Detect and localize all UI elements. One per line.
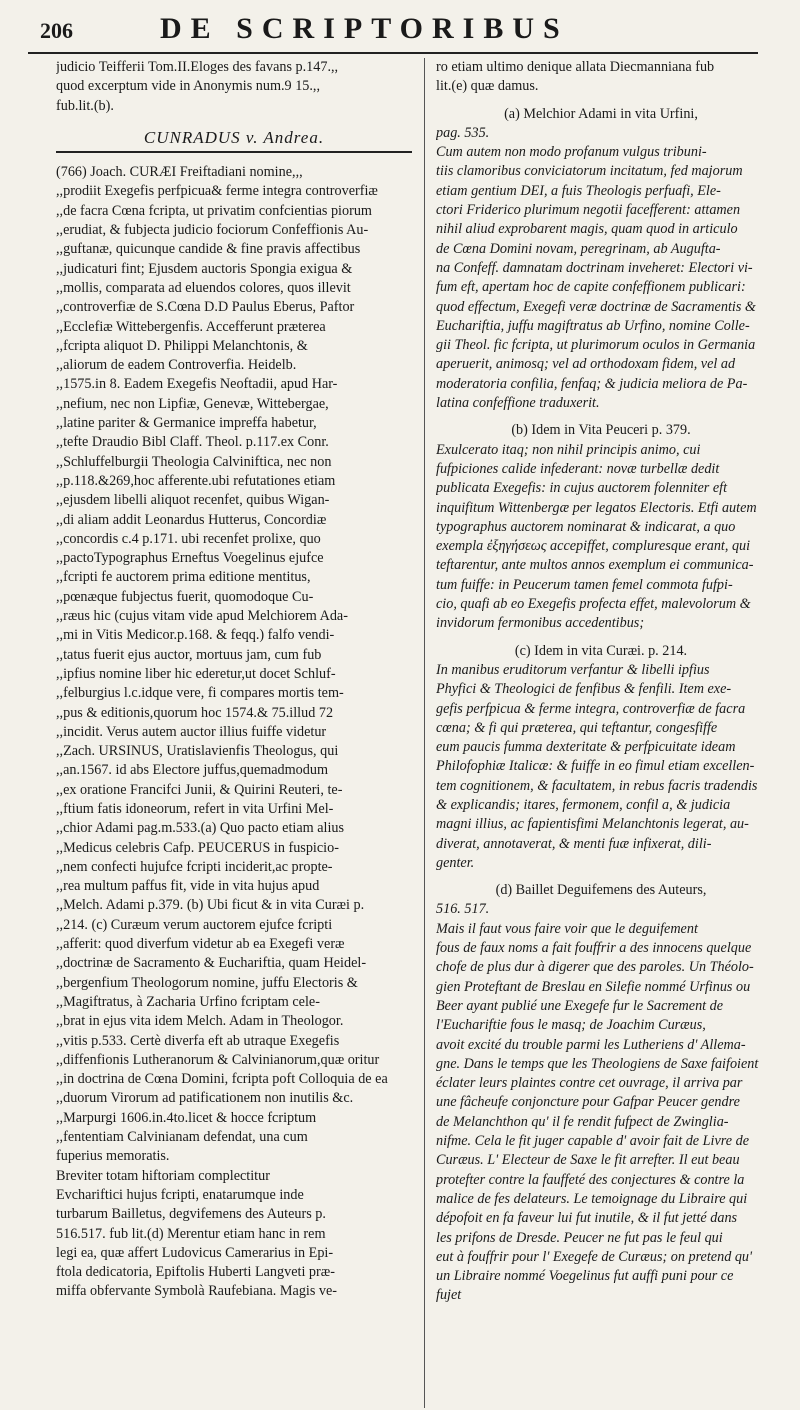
text-line: diverat, annotaverat, & menti fuæ infixerat, dili- [436,835,712,852]
text-line: gii Theol. fic fcripta, ut plurimorum oculos in Germania [436,337,756,354]
text-line: un Libraire nommé Voegelinus fut auffi puni pour ce [436,1268,734,1285]
text-line: Curæus. L' Electeur de Saxe le fit arrefter. Il eut beau [436,1152,740,1169]
text-line: legi ea, quæ affert Ludovicus Camerarius in Epi- [56,1244,334,1261]
text-line: ,,controverfiæ de S.Cœna D.D Paulus Eberus, Paftor [56,299,355,316]
text-line: judicio Teifferii Tom.II.Eloges des favans p.147.,, [56,59,339,75]
text-line: na Confeff. damnatam doctrinam inveheret: Electori vi- [436,259,753,276]
text-line: ,,chior Adami pag.m.533.(a) Quo pacto etiam alius [56,820,345,837]
text-line: ,,fententiam Calvinianam defendat, una cum [56,1129,308,1146]
text-line: & explicandis; itares, fermonem, confil a, & judicia [436,796,731,813]
text-line: ,,bergenfium Theologorum nomine, juffu Electoris & [56,974,358,991]
header-rule [28,52,758,54]
footnote-label: (b) Idem in Vita Peuceri p. 379. [511,422,691,439]
text-line: ,,nem confecti hujufce fcripti inciderit,ac propte- [56,858,333,875]
text-line: quod effectum, Exegefi veræ doctrinæ de Sacramentis & [436,298,756,315]
text-line: ,,ipfius nomine liber hic ederetur,ut docet Schluf- [56,665,336,682]
text-line: cœna; & fi qui præterea, qui teftantur, congesfiffe [436,719,718,736]
text-line: ,,prodiit Exegefis perfpicua& ferme integra controverfiæ [56,183,378,200]
text-line: ,,guftanæ, quicunque candide & fine pravis affectibus [56,241,361,258]
page-number: 206 [40,18,73,43]
text-line: chofe de plus dur à digerer que des paroles. Un Théolo- [436,959,754,976]
text-line: fous de faux noms a fait fouffrir a des innocens quelque [436,940,752,957]
text-line: ,,Marpurgi 1606.in.4to.licet & hocce fcriptum [56,1109,317,1126]
text-line: Evchariftici hujus fcripti, enatarumque inde [56,1186,304,1203]
text-line: ,,fcripta aliquot D. Philippi Melanchtonis, & [56,337,308,354]
footnote [436,105,766,414]
text-line: nifme. Cela le fit juger capable d' avoir fait de Livre de [436,1133,749,1150]
text-line: ,,latine pariter & Germanice impreffa habetur, [56,415,317,432]
text-line: typographus auctorem nominarat & indicarat, a quo [436,518,736,535]
text-line: nihil aliud exprobarent magis, quam quod in articulo [436,221,738,238]
text-line: gien Proteftant de Breslau en Silefie nommé Urfinus ou [436,978,751,995]
text-line: dépofoit en fa faveur lui fut inutile, & il fut jetté dans [436,1210,738,1227]
text-line: quod excerptum vide in Anonymis num.9 15.,, [56,78,321,95]
text-line: ,,doctrinæ de Sacramento & Euchariftia, quam Heidel- [56,955,367,972]
text-line: Exulcerato itaq; non nihil principis animo, cui [436,441,701,458]
text-line: aperuerit, animosq; vel ad orthodoxam fidem, vel ad [436,356,736,373]
text-line: latina confeffione traduxerit. [436,395,600,412]
text-line: ,,Melch. Adami p.379. (b) Ubi ficut & in vita Curæi p. [56,897,365,914]
text-line: ,,mollis, comparata ad eluendos colores, quos illevit [56,279,351,296]
text-line: lit.(e) quæ damus. [436,78,539,95]
left-intro [56,58,412,116]
text-line: ,,an.1567. id abs Electore juffus,quemadmodum [56,762,329,779]
text-line: eut à fouffrir pour l' Exegefe de Curæus; on pretend qu' [436,1248,753,1265]
footnotes [436,105,766,1306]
right-column [436,58,766,1306]
footnote-label: (a) Melchior Adami in vita Urfini, [504,105,698,122]
text-line: éclater leurs plaintes contre cet ouvrage, il arriva par [436,1075,743,1092]
text-line: protefter contre la fauffeté des conjectures & contre la [436,1171,745,1188]
text-line: ,,nefium, nec non Lipfiæ, Genevæ, Wittebergae, [56,395,329,412]
text-line: avoit excité du trouble parmi les Lutheriens d' Allema- [436,1036,746,1053]
text-line: In manibus eruditorum verfantur & libelli ipfius [436,661,710,678]
text-line: ,,de facra Cœna fcripta, ut privatim confcientias piorum [56,202,372,219]
text-line: genter. [436,854,475,871]
text-line: exempla ἐξηγήσεως accepiffet, compluresque erant, qui [436,538,751,555]
text-line: ,,rea multum paffus fit, vide in vita hujus apud [56,878,320,895]
text-line: ,,Ecclefiæ Wittebergenfis. Accefferunt præterea [56,318,326,335]
text-line: ,,diffenfionis Lutheranorum & Calvinianorum,quæ oritur [56,1051,380,1068]
text-line: ,,Zach. URSINUS, Uratislavienfis Theologus, qui [56,743,339,760]
text-line: fufpiciones calide infederant: novæ turbellæ dedit [436,460,720,477]
column-divider [424,58,425,1408]
footnote-label: (c) Idem in vita Curæi. p. 214. [514,642,688,659]
text-line: ,,Magiftratus, à Zacharia Urfino fcriptam cele- [56,993,320,1010]
text-line: ,,pactoTypographus Erneftus Voegelinus ejufce [56,550,324,567]
text-line: ,,Schluffelburgii Theologia Calviniftica, nec non [56,453,332,470]
text-line: tum fuiffe: in Peucerum tamen femel commota fufpi- [436,576,733,593]
left-column [56,58,412,1302]
text-line: ctori Friderico plurimum negotii facefferent: attamen [436,202,741,219]
text-line: ,,pus & editionis,quorum hoc 1574.& 75.illud 72 [56,704,334,721]
text-line: ,,ræus hic (cujus vitam vide apud Melchiorem Ada- [56,608,348,625]
text-line: turbarum Bailletus, degvifemens des Auteurs p. [56,1206,326,1223]
text-line: ,,ftium fatis idoneorum, refert in vita Urfini Mel- [56,800,334,817]
text-line: magni illius, ac fapientisfimi Melanchtonis legerat, au- [436,816,749,833]
running-title: DE SCRIPTORIBUS [160,12,569,45]
text-line: ,,pœnæque fubjectus fuerit, quomodoque Cu- [56,588,314,605]
text-line: une fâcheufe conjoncture pour Gafpar Peucer gendre [436,1094,740,1111]
text-line: Philofophiæ Italicæ: & fuiffe in eo fimul etiam excellen- [436,758,755,775]
text-line: ,,incidit. Verus autem auctor illius fuiffe videtur [56,723,327,740]
left-body [56,163,412,1302]
text-line: 516.517. fub lit.(d) Merentur etiam hanc in rem [56,1225,326,1242]
footnote [436,421,766,633]
text-line: ,,p.118.&269,hoc afferente.ubi refutationes etiam [56,472,336,489]
text-line: les prifons de Dresde. Peucer ne fut pas le feul qui [436,1229,723,1246]
footnote [436,881,766,1306]
footnote-label: (d) Baillet Deguifemens des Auteurs, [495,882,707,899]
text-line: ,,duorum Virorum ad patificationem non inutilis &c. [56,1090,354,1107]
text-line: ,,erudiat, & fubjecta judicio fociorum Confeffionis Au- [56,222,369,239]
text-line: ,,brat in ejus vita idem Melch. Adam in Theologor. [56,1013,344,1030]
text-line: eum paucis fumma dexteritate & perfpicuitate ideam [436,739,736,756]
text-line: ,,felburgius l.c.idque vere, fi compares mortis tem- [56,685,344,702]
text-line: ,,afferit: quod diverfum videtur ab ea Exegefi veræ [56,936,345,953]
text-line: gefis perfpicua & ferme integra, controverfiæ de facra [436,700,746,717]
text-line: fuperius memoratis. [56,1148,170,1165]
text-line: ,,in doctrina de Cœna Domini, fcripta poft Colloquia de ea [56,1071,388,1088]
text-line: fum eft, apertam hoc de capite confeffionem publicari: [436,279,746,296]
text-line: teftarentur, ante multos annos exemplum ei communica- [436,557,754,574]
text-line: invidorum fermonibus accedentibus; [436,615,645,632]
text-line: ,,fcripti fe auctorem prima editione mentitus, [56,569,311,586]
page-header [40,8,755,48]
text-line: ,,1575.in 8. Eadem Exegefis Neoftadii, apud Har- [56,376,338,393]
text-line: etiam gentium DEI, a fuis Theologis perfuafi, Ele- [436,182,721,199]
text-line: l'Euchariftie fous le masq; de Joachim Curæus, [436,1017,706,1034]
text-line: fub.lit.(b). [56,97,114,114]
text-line: Phyfici & Theologici de fenfibus & fenfili. Item exe- [436,681,732,698]
text-line: gne. Dans le temps que les Theologiens de Saxe faifoient [436,1055,759,1072]
text-line: Euchariftia, juffu magiftratus ab Urfino, nomine Colle- [436,317,750,334]
text-line: ro etiam ultimo denique allata Diecmanniana fub [436,59,715,75]
text-line: ,,tatus fuerit ejus auctor, mortuus jam, cum fub [56,646,322,663]
text-line: ,,ejusdem libelli aliquot recenfet, quibus Wigan- [56,492,330,509]
text-line: Cum autem non modo profanum vulgus tribuni- [436,144,707,161]
text-line: cio, quafi ab eo Exegefis profecta effet, malevolorum & [436,596,751,613]
text-line: Breviter totam hiftoriam complectitur [56,1167,270,1184]
text-line: ,,mi in Vitis Medicor.p.168. & feqq.) falfo vendi- [56,627,335,644]
text-line: malice de fes delateurs. Le temoignage du Libraire qui [436,1190,748,1207]
text-line: inquifitum Wittenbergæ per legatos Electoris. Etfi autem [436,499,757,516]
text-line: fujet [436,1287,462,1304]
text-line: Beer ayant publié une Exegefe fur le Sacrement de [436,997,724,1014]
text-line: (766) Joach. CURÆI Freiftadiani nomine,,, [56,164,303,181]
section-heading: CUNRADUS v. Andrea. [143,127,325,147]
text-line: tiis clamoribus conviciatorum incitatum, fed majorum [436,163,743,180]
text-line: Mais il faut vous faire voir que le deguifement [436,920,698,937]
text-line: tem cognitionem, & facultatem, in rebus facris tradendis [436,777,758,794]
footnote [436,642,766,874]
right-intro [436,58,766,97]
text-line: ,,Medicus celebris Cafp. PEUCERUS in fuspicio- [56,839,339,856]
text-line: ,,di aliam addit Leonardus Hutterus, Concordiæ [56,511,327,528]
text-line: ,,tefte Draudio Bibl Claff. Theol. p.117.ex Conr. [56,434,329,451]
text-line: ,,concordis c.4 p.171. ubi recenfet prolixe, quo [56,530,321,547]
text-line: de Melanchthon qu' il fe rendit fufpect de Zwinglia- [436,1113,729,1130]
heading-rule [56,151,412,153]
text-line: miffa obfervante Symbolà Raufebiana. Magis ve- [56,1283,338,1300]
text-line: ,,judicaturi fint; Ejusdem auctoris Spongia exigua & [56,260,353,277]
text-line: ,,214. (c) Curæum verum auctorem ejufce fcripti [56,916,333,933]
text-line: de Cœna Domini novam, peregrinam, ab Augufta- [436,240,721,257]
text-line: publicata Exegefis: in cujus auctorem folenniter eft [436,480,728,497]
text-line: moderatoria confilia, fenfaq; & judicia meliora de Pa- [436,375,748,392]
text-line: ,,aliorum de eadem Controverfia. Heidelb. [56,357,297,374]
text-line: pag. 535. [436,124,490,141]
text-line: 516. 517. [436,901,490,918]
text-line: ftola dedicatoria, Epiftolis Huberti Langveti præ- [56,1264,335,1281]
text-line: ,,ex oratione Francifci Junii, & Quirini Reuteri, te- [56,781,343,798]
text-line: ,,vitis p.533. Certè diverfa eft ab utraque Exegefis [56,1032,340,1049]
